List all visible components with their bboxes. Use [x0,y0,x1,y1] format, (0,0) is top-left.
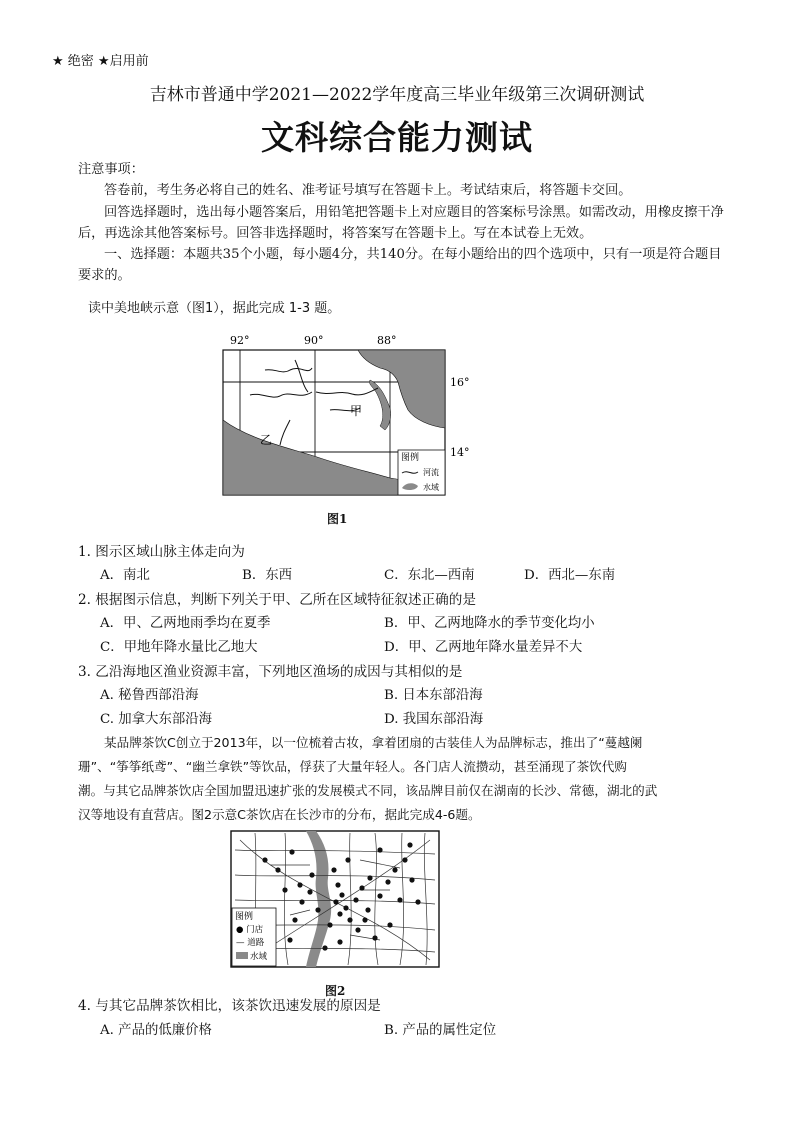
q2-option-d: D．甲、乙两地年降水量差异不大 [384,640,583,655]
lat-label-14: 14° [450,446,470,459]
q3-option-d: D. 我国东部沿海 [384,712,484,727]
question-3-stem: 3. 乙沿海地区渔业资源丰富，下列地区渔场的成因与其相似的是 [78,664,463,680]
q1-option-c: C．东北—西南 [384,568,475,583]
figure2-caption: 图2 [325,984,346,998]
passage-line-3: 潮。与其它品牌茶饮店全国加盟迅速扩张的发展模式不同，该品牌目前仅在湖南的长沙、常德，湖北的武 [78,783,658,798]
passage-line-1: 某品牌茶饮C创立于2013年，以一位梳着古妆，拿着团扇的古装佳人为品牌标志，推出了“蔓越阑 [104,735,643,750]
notice-paragraph-1: 答卷前，考生务必将自己的姓名、准考证号填写在答题卡上。考试结束后，将答题卡交回。 [104,183,632,198]
q1-option-b: B．东西 [242,568,293,583]
exam-subtitle: 吉林市普通中学2021—2022学年度高三毕业年级第三次调研测试 [149,85,645,105]
q3-option-c: C. 加拿大东部沿海 [100,712,213,727]
passage-line-4: 汉等地设有直营店。图2示意C茶饮店在长沙市的分布，据此完成4-6题。 [78,807,481,822]
question-1-stem: 1. 图示区域山脉主体走向为 [78,544,245,560]
q4-option-a: A. 产品的低廉价格 [100,1023,212,1038]
lon-label-92: 92° [230,334,250,347]
confidential-mark: ★ 绝密 ★启用前 [52,54,149,69]
q2-option-a: A．甲、乙两地雨季均在夏季 [100,616,271,631]
legend2-water: 水域 [250,952,268,962]
question-4-stem: 4. 与其它品牌茶饮相比，该茶饮迅速发展的原因是 [78,998,381,1014]
figure2-map [230,830,442,970]
figure1-intro: 读中美地峡示意（图1），据此完成 1-3 题。 [88,301,341,316]
q2-option-b: B．甲、乙两地降水的季节变化均小 [384,616,595,631]
legend-water: 水域 [423,483,439,492]
notice-heading: 注意事项： [78,162,144,177]
question-2-stem: 2. 根据图示信息，判断下列关于甲、乙所在区域特征叙述正确的是 [78,592,476,608]
q1-option-a: A．南北 [100,568,150,583]
notice-paragraph-2: 回答选择题时，选出每小题答案后，用铅笔把答题卡上对应题目的答案标号涂黑。如需改动，用橡皮擦干净后，再选涂其他答案标号。回答非选择题时，将答案写在答题卡上。写在本试卷上无效。 [78,205,724,241]
label-jia: 甲 [350,404,363,418]
lat-label-16: 16° [450,376,470,389]
q2-option-c: C．甲地年降水量比乙地大 [100,640,258,655]
legend-title: 图例 [401,453,420,463]
legend-river: 河流 [423,468,439,477]
figure1-map [220,330,480,500]
legend2-title: 图例 [235,912,254,922]
lon-label-88: 88° [377,334,397,347]
passage-line-2: 珊”、“筝筝纸鸢”、“幽兰拿铁”等饮品，俘获了大量年轻人。各门店人流攒动，甚至涌现了茶饮代购 [78,759,627,774]
legend-store: ● 门店 [236,925,264,935]
legend-road: — 道路 [236,938,265,948]
label-yi: 乙 [260,433,273,447]
q3-option-a: A. 秘鲁西部沿海 [100,688,199,703]
water-legend2-icon [236,952,248,959]
figure1-caption: 图1 [327,512,348,526]
q4-option-b: B. 产品的属性定位 [384,1023,497,1038]
lon-label-90: 90° [304,334,324,347]
q1-option-d: D．西北—东南 [524,568,616,583]
choice-section-intro: 一、选择题：本题共35个小题，每小题4分，共140分。在每小题给出的四个选项中，只有一项是符合题目要求的。 [78,247,722,283]
q3-option-b: B. 日本东部沿海 [384,688,483,703]
exam-title: 文科综合能力测试 [261,118,533,157]
